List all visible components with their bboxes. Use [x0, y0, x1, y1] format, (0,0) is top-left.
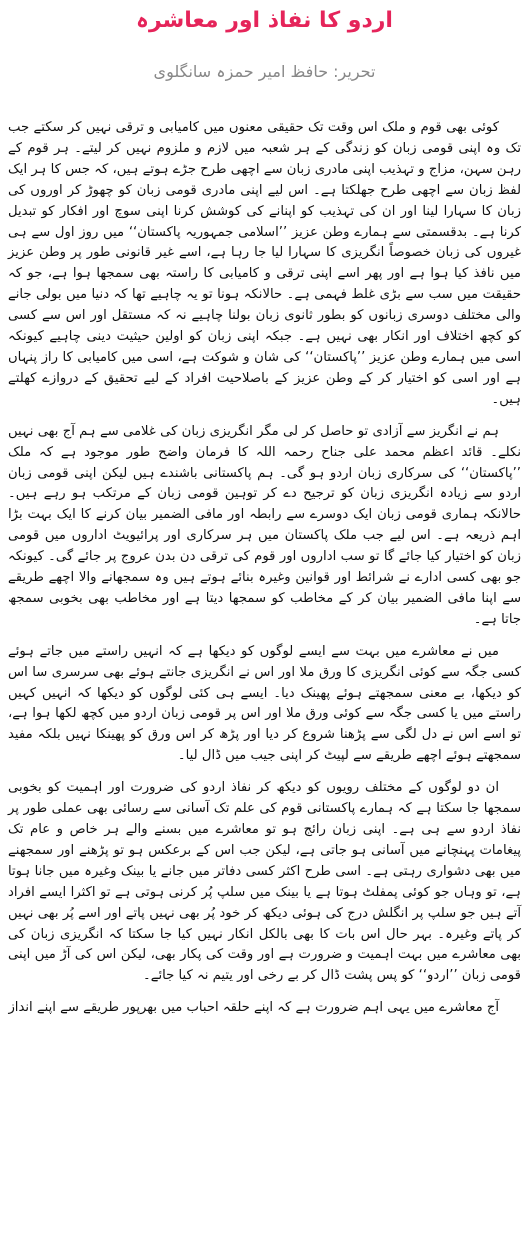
article-title: اردو کا نفاذ اور معاشرہ: [136, 8, 393, 33]
article-body: [8, 118, 521, 1030]
paragraph-1: کوئی بھی قوم و ملک اس وقت تک حقیقی معنوں میں کامیابی و ترقی نہیں کر سکتے جب تک وہ اپنی قومی زبان کو زندگی کے ہر شعبہ میں لازم و ملزوم نہیں کر لیتے۔ ہر قوم کے رہن سہن، مزاج و تہذیب اپنی مادری زبان سے اچھی طرح جڑے ہوتے ہیں، کہ جس کا ہر ایک لفظ زبان سے اچھی طرح جھلکتا ہے۔ اس لیے اپنی مادری قومی زبان کو چھوڑ کر اوروں کی زبان کا سہارا لینا اور ان کی تہذیب کو اپنانے کی کوشش کرنا اپنی سوچ اور افکار کو تبدیل کرنا ہے۔ بدقسمتی سے ہمارے وطن عزیز ’’اسلامی جمہوریہ پاکستان‘‘ میں روز اول سے ہی غیروں کی زبان خصوصاً انگریزی کا سہارا لیا جا رہا ہے، اسے غیر قانونی طور پر وطن عزیز میں نافذ کیا ہوا ہے اور پھر اسے اپنی ترقی و کامیابی کا راستہ بھی سمجھا ہوا ہے، جو کہ حقیقت میں سب سے بڑی غلط فہمی ہے۔ حالانکہ ہونا تو یہ چاہیے تھا کہ دنیا میں بولی جانے والی مختلف دوسری زبانوں کو بطور ثانوی زبان بولنا چاہیے نہ کہ مستقل اور اس سے کسی کو کچھ اختلاف اور انکار بھی نہیں ہے۔ جبکہ اپنی زبان کو اولین حیثیت دینی چاہیے کیونکہ اسی میں ہمارے وطن عزیز ’’پاکستان‘‘ کی شان و شوکت ہے، اسی میں کامیابی کا راز پنہاں ہے اور اسی کو اختیار کر کے وطن عزیز کے باصلاحیت افراد کے لیے تحقیق کے دروازے کھلتے ہیں۔: [8, 120, 521, 407]
article-byline: تحریر: حافظ امیر حمزہ سانگلوی: [153, 62, 376, 81]
paragraph-4: ان دو لوگوں کے مختلف رویوں کو دیکھ کر نفاذ اردو کی ضرورت اور اہمیت کو بخوبی سمجھا جا سکتا ہے کہ ہمارے پاکستانی قوم کی علم تک آسانی سے رسائی بھی عملی طور پر نفاذ اردو سے ہی ہے۔ اپنی زبان رائج ہو تو معاشرے میں بسنے والے ہر خاص و عام تک پیغامات پہنچانے میں آسانی ہو جاتی ہے، لیکن جب اس کے برعکس ہو تو پڑھنے اور سمجھنے میں بھی دشواری رہتی ہے۔ اسی طرح اکثر کسی دفاتر میں جانے یا بینک وغیرہ میں جانا ہوتا ہے، تو وہاں جو کوئی پمفلٹ ہوتا ہے یا بینک میں سلپ پُر کرنی ہوتی ہے تو اکثرا ایسے افراد آتے ہیں جو سلپ پر انگلش درج کی ہوئی دیکھ کر خود پُر بھی نہیں پاتے اور اسے پُر بھی نہیں کر پاتے وغیرہ۔ بہر حال اس بات کا بھی بالکل انکار نہیں کیا جا سکتا کہ انگریزی زبان کی بھی معاشرے میں بہت اہمیت و ضرورت ہے اور وقت کی پکار بھی، لیکن اس کی آڑ میں اپنی قومی زبان ’’اردو‘‘ کو پس پشت ڈال کر بے رخی اور یتیم نہ کیا جائے۔: [8, 780, 521, 984]
paragraph-5: آج معاشرے میں یہی اہم ضرورت ہے کہ اپنے حلقہ احباب میں بھرپور طریقے سے اپنے انداز: [8, 1000, 499, 1016]
paragraph-2: ہم نے انگریز سے آزادی تو حاصل کر لی مگر انگریزی زبان کی غلامی سے ہم آج بھی نہیں نکلے۔ قائد اعظم محمد علی جناح رحمہ اللہ کا فرمان واضح طور موجود ہے کہ ملک ’’پاکستان‘‘ کی سرکاری زبان اردو ہو گی۔ ہم پاکستانی باشندے ہیں لیکن اپنی قومی زبان اردو سے زیادہ انگریزی زبان کو ترجیح دے کر توہین قومی زبان کے مرتکب ہو رہے ہیں۔ حالانکہ ہماری قومی زبان ایک دوسرے سے رابطہ اور مافی الضمیر بیان کرنے کا ایک بہت بڑا اہم ذریعہ ہے۔ اس لیے جب ملک پاکستان میں ہر سرکاری اور پرائیویٹ اداروں میں قومی زبان کو اختیار کیا جائے گا تو سب اداروں اور قوم کی ترقی دن بدن عروج پر جائے گی۔ کیونکہ جو بھی کسی ادارے نے شرائط اور قوانین وغیرہ بنائے ہوتے ہیں وہ سمجھانے والا اچھے طریقے سے اپنا مافی الضمیر بیان کر کے مخاطب کو سمجھا دیتا ہے اور مخاطب بھی بخوبی سمجھ جاتا ہے۔: [8, 423, 521, 627]
paragraph-3: میں نے معاشرے میں بہت سے ایسے لوگوں کو دیکھا ہے کہ انہیں راستے میں جاتے ہوئے کسی جگہ سے کوئی انگریزی کا ورق ملا اور اس نے انگریزی جانتے ہوئے بھی سرسری سا اس کو دیکھا، بے معنی سمجھتے ہوئے پھینک دیا۔ ایسے ہی کئی لوگوں کو دیکھا کہ انہیں کہیں راستے میں یا کسی جگہ سے کوئی ورق ملا اور اس پر قومی زبان اردو میں کچھ لکھا ہوا ہے، تو اسے اس نے دل لگی سے پڑھنا شروع کر دیا اور پڑھ کر اس ورق کو پھینکا نہیں بلکہ مفید سمجھتے ہوئے اچھے طریقے سے لپیٹ کر اپنی جیب میں ڈال لیا۔: [8, 643, 521, 764]
